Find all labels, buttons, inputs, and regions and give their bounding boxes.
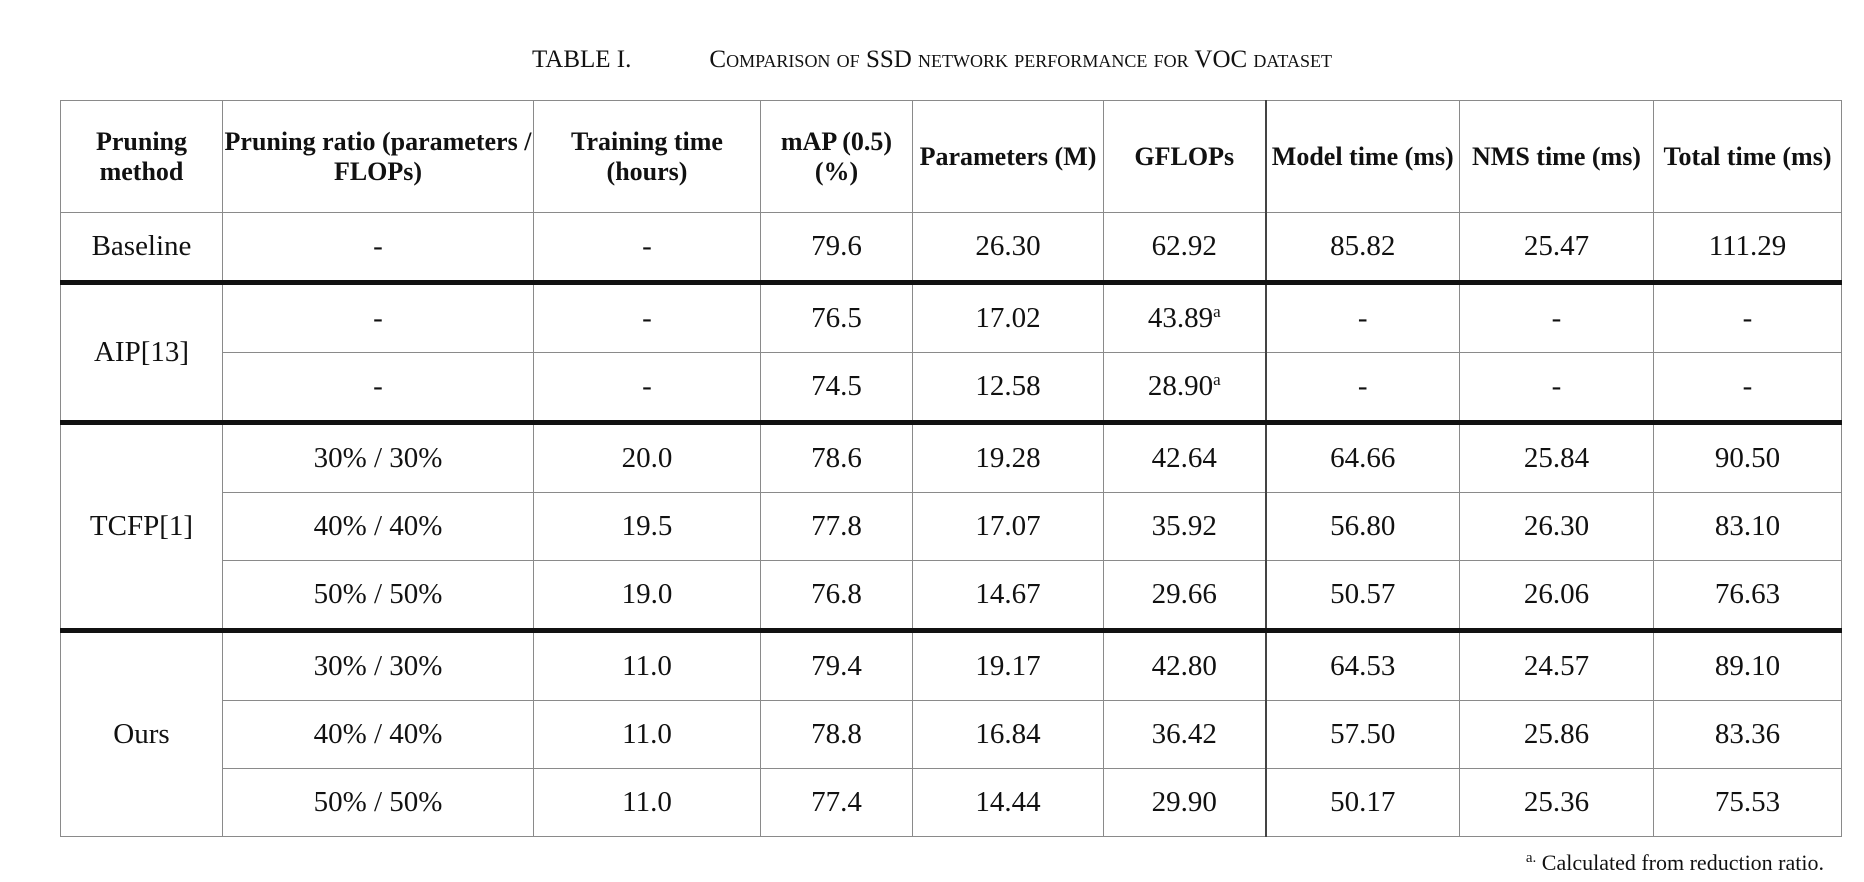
map-cell: 79.4	[761, 631, 913, 701]
map-cell: 76.8	[761, 561, 913, 631]
table-footnote	[1526, 850, 1824, 876]
table-row	[61, 769, 1842, 837]
model-time-cell: 56.80	[1266, 493, 1460, 561]
map-cell: 76.5	[761, 283, 913, 353]
table-header-row	[61, 101, 1842, 213]
footnote-text: Calculated from reduction ratio.	[1541, 850, 1824, 875]
nms-time-cell: 26.06	[1460, 561, 1654, 631]
gflops-value: 29.66	[1151, 578, 1217, 611]
pruning-method-cell: Baseline	[61, 213, 223, 283]
gflops-cell	[1104, 701, 1266, 769]
total-time-cell: 83.36	[1654, 701, 1842, 769]
training-time-cell: 19.0	[534, 561, 761, 631]
gflops-cell	[1104, 353, 1266, 423]
table-row	[61, 493, 1842, 561]
pruning-ratio-cell: 40% / 40%	[223, 493, 534, 561]
footnote-marker: a.	[1525, 850, 1537, 866]
pruning-ratio-cell: 50% / 50%	[223, 561, 534, 631]
gflops-value: 36.42	[1151, 718, 1217, 751]
pruning-ratio-cell: 30% / 30%	[223, 423, 534, 493]
total-time-cell: 90.50	[1654, 423, 1842, 493]
map-cell: 77.4	[761, 769, 913, 837]
pruning-ratio-cell: -	[223, 353, 534, 423]
nms-time-cell: 25.47	[1460, 213, 1654, 283]
training-time-cell: -	[534, 283, 761, 353]
parameters-cell: 14.44	[913, 769, 1104, 837]
model-time-cell: 64.66	[1266, 423, 1460, 493]
table-body	[61, 213, 1842, 837]
parameters-cell: 26.30	[913, 213, 1104, 283]
nms-time-cell: -	[1460, 283, 1654, 353]
model-time-cell: -	[1266, 283, 1460, 353]
header-map: mAP (0.5) (%)	[761, 101, 913, 213]
gflops-value: 28.90	[1147, 370, 1214, 403]
comparison-table	[60, 100, 1842, 837]
header-parameters: Parameters (M)	[913, 101, 1104, 213]
gflops-cell	[1104, 283, 1266, 353]
model-time-cell: 64.53	[1266, 631, 1460, 701]
parameters-cell: 16.84	[913, 701, 1104, 769]
table-row	[61, 561, 1842, 631]
training-time-cell: 11.0	[534, 769, 761, 837]
pruning-method-cell: Ours	[61, 631, 223, 837]
total-time-cell: 83.10	[1654, 493, 1842, 561]
pruning-method-cell: AIP[13]	[61, 283, 223, 423]
gflops-value: 43.89	[1147, 302, 1214, 335]
nms-time-cell: 26.30	[1460, 493, 1654, 561]
parameters-cell: 17.02	[913, 283, 1104, 353]
gflops-value: 42.64	[1151, 442, 1217, 475]
training-time-cell: 19.5	[534, 493, 761, 561]
header-total-time: Total time (ms)	[1654, 101, 1842, 213]
map-cell: 79.6	[761, 213, 913, 283]
gflops-cell	[1104, 561, 1266, 631]
gflops-cell	[1104, 769, 1266, 837]
total-time-cell: -	[1654, 353, 1842, 423]
gflops-cell	[1104, 213, 1266, 283]
table-row	[61, 283, 1842, 353]
pruning-ratio-cell: 50% / 50%	[223, 769, 534, 837]
gflops-value: 42.80	[1151, 650, 1217, 683]
training-time-cell: 11.0	[534, 701, 761, 769]
total-time-cell: -	[1654, 283, 1842, 353]
nms-time-cell: -	[1460, 353, 1654, 423]
model-time-cell: 85.82	[1266, 213, 1460, 283]
table-caption-label: TABLE I.	[532, 46, 632, 73]
table-row	[61, 423, 1842, 493]
total-time-cell: 76.63	[1654, 561, 1842, 631]
model-time-cell: 57.50	[1266, 701, 1460, 769]
total-time-cell: 89.10	[1654, 631, 1842, 701]
gflops-cell	[1104, 631, 1266, 701]
map-cell: 77.8	[761, 493, 913, 561]
table-row	[61, 701, 1842, 769]
map-cell: 78.8	[761, 701, 913, 769]
parameters-cell: 12.58	[913, 353, 1104, 423]
pruning-ratio-cell: 40% / 40%	[223, 701, 534, 769]
pruning-method-cell: TCFP[1]	[61, 423, 223, 631]
header-pruning-method: Pruning method	[61, 101, 223, 213]
header-model-time: Model time (ms)	[1266, 101, 1460, 213]
pruning-ratio-cell: -	[223, 213, 534, 283]
table-caption-text: Comparison of SSD network performance for VOC dataset	[709, 46, 1332, 73]
model-time-cell: 50.57	[1266, 561, 1460, 631]
header-pruning-ratio: Pruning ratio (parameters / FLOPs)	[223, 101, 534, 213]
gflops-cell	[1104, 423, 1266, 493]
table-caption	[0, 46, 1864, 74]
parameters-cell: 17.07	[913, 493, 1104, 561]
parameters-cell: 19.28	[913, 423, 1104, 493]
training-time-cell: -	[534, 353, 761, 423]
gflops-value: 35.92	[1151, 510, 1217, 543]
parameters-cell: 19.17	[913, 631, 1104, 701]
training-time-cell: -	[534, 213, 761, 283]
map-cell: 78.6	[761, 423, 913, 493]
nms-time-cell: 25.84	[1460, 423, 1654, 493]
table-row	[61, 213, 1842, 283]
table-row	[61, 631, 1842, 701]
parameters-cell: 14.67	[913, 561, 1104, 631]
map-cell: 74.5	[761, 353, 913, 423]
training-time-cell: 20.0	[534, 423, 761, 493]
training-time-cell: 11.0	[534, 631, 761, 701]
footnote-ref: a	[1213, 370, 1221, 390]
pruning-ratio-cell: -	[223, 283, 534, 353]
header-nms-time: NMS time (ms)	[1460, 101, 1654, 213]
total-time-cell: 75.53	[1654, 769, 1842, 837]
model-time-cell: -	[1266, 353, 1460, 423]
model-time-cell: 50.17	[1266, 769, 1460, 837]
header-training-time: Training time (hours)	[534, 101, 761, 213]
nms-time-cell: 25.36	[1460, 769, 1654, 837]
total-time-cell: 111.29	[1654, 213, 1842, 283]
gflops-value: 29.90	[1151, 786, 1217, 819]
pruning-ratio-cell: 30% / 30%	[223, 631, 534, 701]
footnote-ref: a	[1213, 302, 1221, 322]
gflops-cell	[1104, 493, 1266, 561]
table-row	[61, 353, 1842, 423]
nms-time-cell: 25.86	[1460, 701, 1654, 769]
gflops-value: 62.92	[1151, 230, 1217, 263]
header-gflops: GFLOPs	[1104, 101, 1266, 213]
nms-time-cell: 24.57	[1460, 631, 1654, 701]
